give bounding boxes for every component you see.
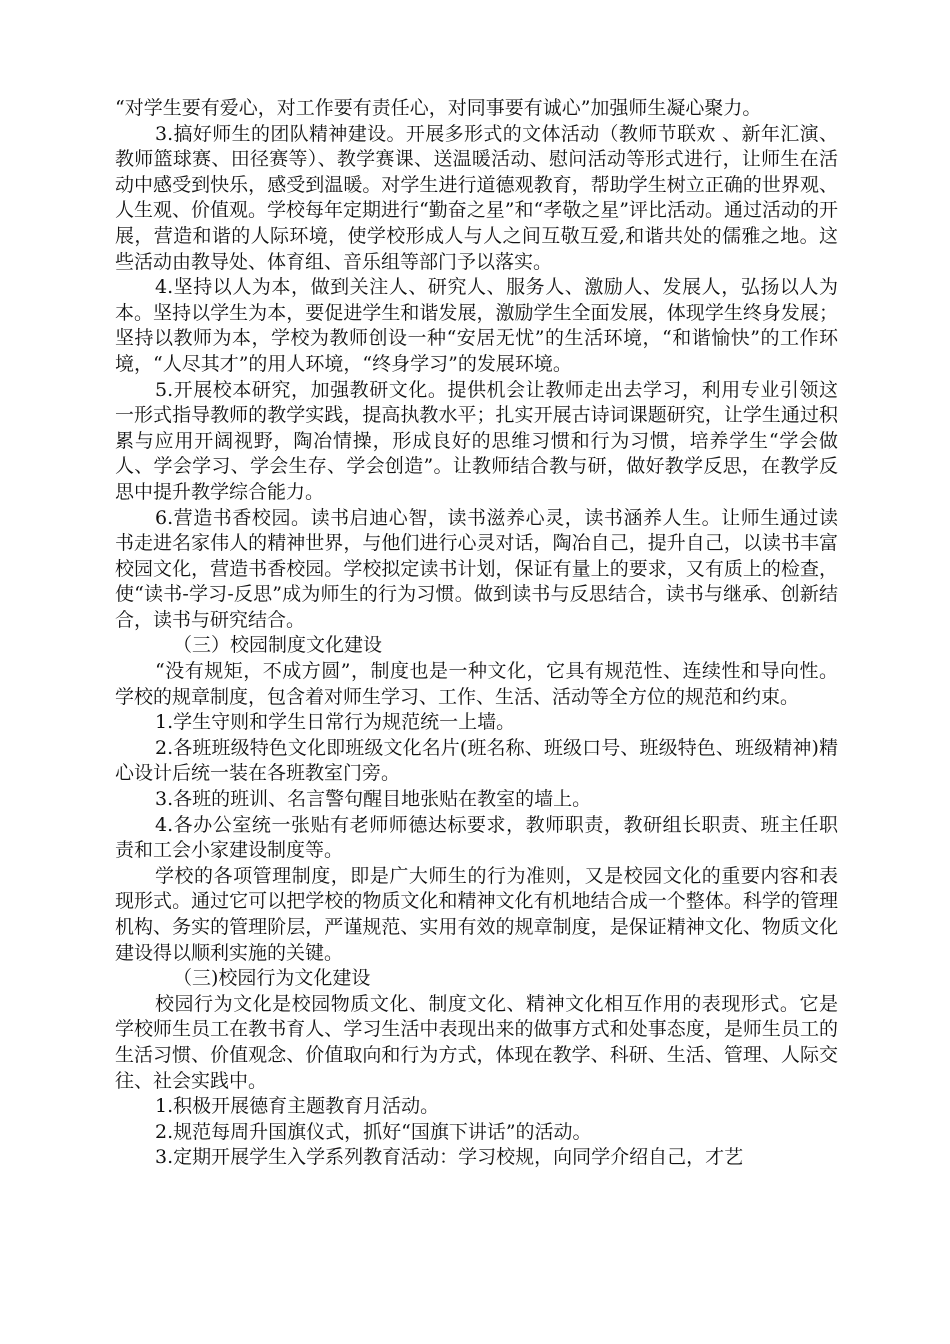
section-heading-behavior-culture: （三)校园行为文化建设 bbox=[173, 967, 371, 990]
paragraph-school-research: 5.开展校本研究，加强教研文化。提供机会让教师走出去学习，利用专业引领这一形式指导教师的教学实践，提高执教水平；扎实开展古诗词课题研究，让学生通过积累与应用开阔视野，陶冶情操，形成良好的思维习惯和行为习惯，培养学生“学会做人、学会学习、学会生存、学会创造”。让教师结合教与研，做好教学反思，在教学反思中提升教学综合能力。 bbox=[115, 378, 838, 503]
list-item-flag-ceremony: 2.规范每周升国旗仪式，抓好“国旗下讲话”的活动。 bbox=[155, 1120, 592, 1143]
list-item-enrollment-education: 3.定期开展学生入学系列教育活动：学习校规，向同学介绍自己，才艺 bbox=[155, 1146, 744, 1169]
paragraph-management-system: 学校的各项管理制度，即是广大师生的行为准则，又是校园文化的重要内容和表现形式。通过它可以把学校的物质文化和精神文化有机地结合成一个整体。科学的管理机构、务实的管理阶层，严谨规范、实用有效的规章制度，是保证精神文化、物质文化建设得以顺利实施的关键。 bbox=[115, 864, 838, 964]
list-item-class-culture: 2.各班班级特色文化即班级文化名片(班名称、班级口号、班级特色、班级精神)精心设计后统一装在各班教室门旁。 bbox=[115, 736, 838, 785]
list-item-office-rules: 4.各办公室统一张贴有老师师德达标要求，教师职责，教研组长职责、班主任职责和工会小家建设制度等。 bbox=[115, 813, 838, 862]
paragraph-team-spirit: 3.搞好师生的团队精神建设。开展多形式的文体活动（教师节联欢 、新年汇演、教师篮球赛、田径赛等）、教学赛课、送温暖活动、慰问活动等形式进行，让师生在活动中感受到快乐，感受到温暖。对学生进行道德观教育，帮助学生树立正确的世界观、人生观、价值观。学校每年定期进行“勤奋之星”和“孝敬之星”评比活动。通过活动的开展，营造和谐的人际环境，使学校形成人与人之间互敬互爱,和谐共处的儒雅之地。这些活动由教导处、体育组、音乐组等部门予以落实。 bbox=[115, 122, 838, 273]
section-heading-system-culture: （三）校园制度文化建设 bbox=[173, 634, 383, 657]
paragraph-rules-intro: “没有规矩，不成方圆”，制度也是一种文化，它具有规范性、连续性和导向性。学校的规章制度，包含着对师生学习、工作、生活、活动等全方位的规范和约束。 bbox=[115, 660, 838, 708]
paragraph-reading-campus: 6.营造书香校园。读书启迪心智，读书滋养心灵，读书涵养人生。让师生通过读书走进名家伟人的精神世界，与他们进行心灵对话，陶冶自己，提升自己，以读书丰富校园文化，营造书香校园。学校拟定读书计划，保证有量上的要求，又有质上的检查，使“读书-学习-反思”成为师生的行为习惯。做到读书与反思结合，读书与继承、创新结合，读书与研究结合。 bbox=[115, 506, 838, 631]
paragraph-people-oriented: 4.坚持以人为本，做到关注人、研究人、服务人、激励人、发展人，弘扬以人为本。坚持以学生为本，要促进学生和谐发展，激励学生全面发展，体现学生终身发展；坚持以教师为本，学校为教师创设一种“安居无忧”的生活环境，“和谐愉快”的工作环境，“人尽其才”的用人环境，“终身学习”的发展环境。 bbox=[115, 276, 838, 375]
paragraph-behavior-intro: 校园行为文化是校园物质文化、制度文化、精神文化相互作用的表现形式。它是学校师生员工在教书育人、学习生活中表现出来的做事方式和处事态度，是师生员工的生活习惯、价值观念、价值取向和行为方式，体现在教学、科研、生活、管理、人际交往、社会实践中。 bbox=[115, 992, 838, 1092]
document-body bbox=[115, 96, 838, 1171]
paragraph-continuation: “对学生要有爱心，对工作要有责任心，对同事要有诚心”加强师生凝心聚力。 bbox=[115, 97, 762, 119]
list-item-class-motto: 3.各班的班训、名言警句醒目地张贴在教室的墙上。 bbox=[155, 788, 592, 811]
list-item-moral-month: 1.积极开展德育主题教育月活动。 bbox=[155, 1095, 440, 1118]
list-item-student-rules: 1.学生守则和学生日常行为规范统一上墙。 bbox=[155, 711, 516, 734]
